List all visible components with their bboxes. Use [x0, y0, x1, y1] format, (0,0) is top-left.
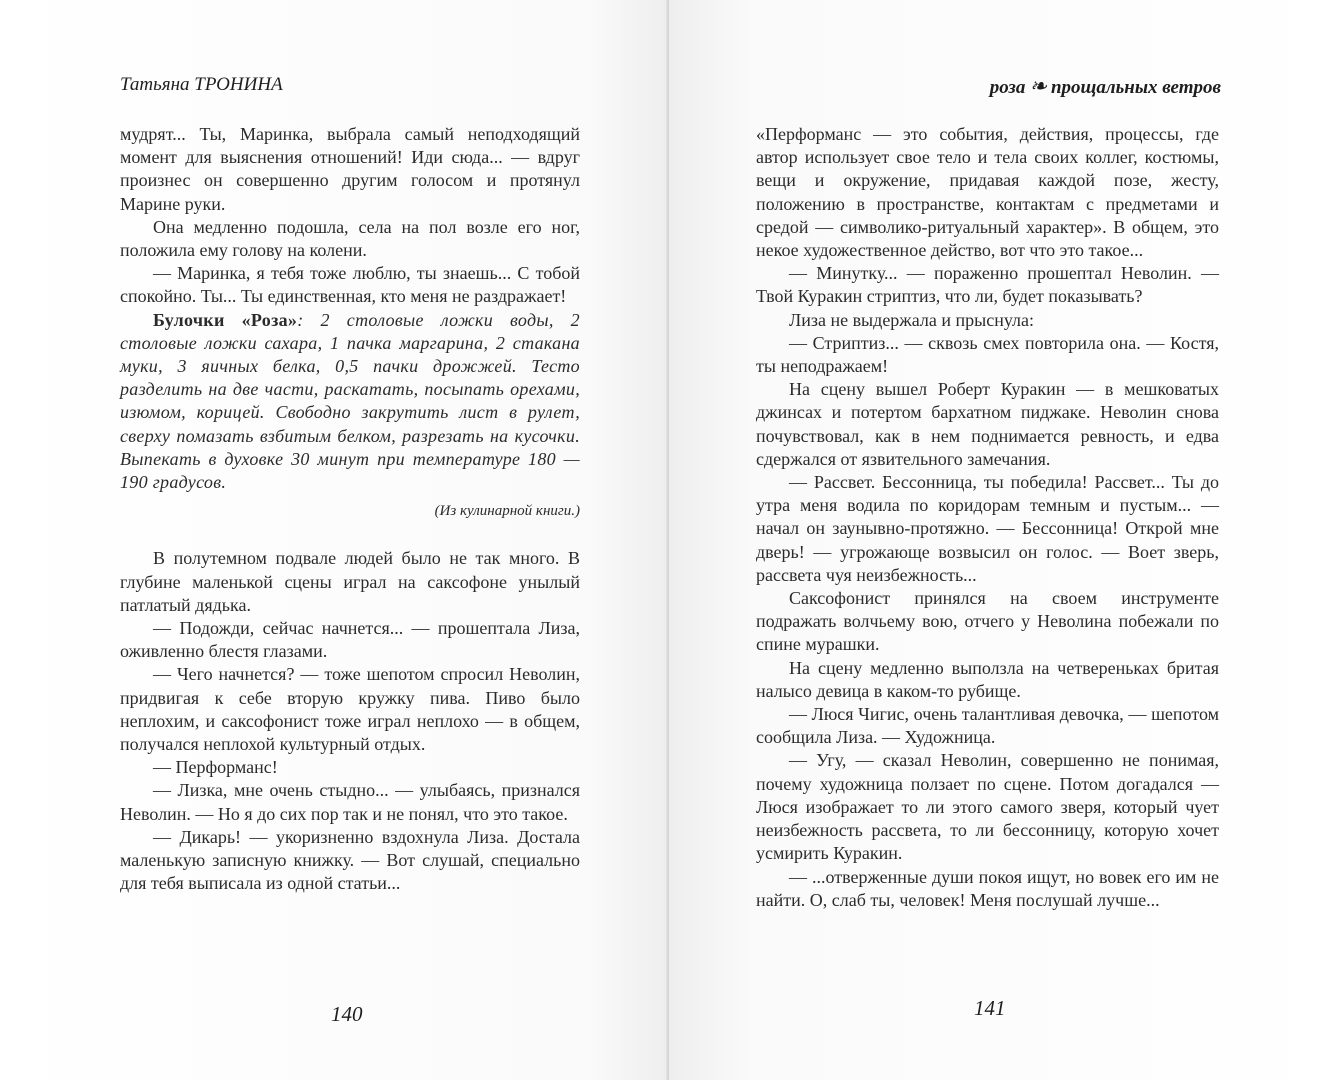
- paragraph: — Люся Чигис, очень талантливая девочка, — шепотом сообщила Лиза. — Художница.: [756, 704, 1219, 748]
- running-head-title: [990, 74, 1221, 99]
- running-head-title-part2: прощальных ветров: [1050, 77, 1221, 98]
- paragraph: Саксофонист принялся на своем инструменте подражать волчьему вою, отчего у Неволина побежали по спине мурашки.: [756, 588, 1219, 655]
- rose-ornament-icon: ❧: [1029, 74, 1047, 98]
- recipe-block: [120, 309, 580, 495]
- recipe-source: (Из кулинарной книги.): [434, 503, 580, 520]
- paragraph: — Чего начнется? — тоже шепотом спросил Неволин, придвигая к себе вторую кружку пива. Пиво было неплохим, и саксофонист тоже играл неплохо — в общем, получался неплохой культурный отдых.: [120, 664, 580, 755]
- page-number-left: 140: [331, 1002, 363, 1026]
- paragraph: — Лизка, мне очень стыдно... — улыбаясь, признался Неволин. — Но я до сих пор так и не понял, что это такое.: [120, 780, 580, 824]
- paragraph: — Дикарь! — укоризненно вздохнула Лиза. Достала маленькую записную книжку. — Вот слушай, специально для тебя выписала из одной статьи...: [120, 826, 580, 894]
- left-page-text: [120, 123, 580, 896]
- paragraph: — Угу, — сказал Неволин, совершенно не понимая, почему художница ползает по сцене. Потом догадался — Люся изображает то ли этого самого зверя, который чует неизбежность рассвета, то ли бессонницу, которую хочет усмирить Куракин.: [756, 750, 1219, 864]
- paragraph: В полутемном подвале людей было не так много. В глубине маленькой сцены играл на саксофоне унылый патлатый дядька.: [120, 548, 580, 615]
- running-head-author: Татьяна ТРОНИНА: [120, 74, 283, 95]
- right-page-text: [756, 123, 1219, 912]
- left-page: [0, 0, 669, 1080]
- paragraph: мудрят... Ты, Маринка, выбрала самый неподходящий момент для выяснения отношений! Иди сюда... — вдруг произнес он совершенно другим голосом и протянул Марине руки.: [120, 124, 580, 214]
- page-number-right: 141: [974, 996, 1006, 1020]
- paragraph: — ...отверженные души покоя ищут, но вовек его им не найти. О, слаб ты, человек! Меня послушай лучше...: [756, 866, 1219, 910]
- right-page: [669, 0, 1339, 1080]
- paragraph: — Стриптиз... — сквозь смех повторила она. — Костя, ты неподражаем!: [756, 332, 1219, 377]
- paragraph: Лиза не выдержала и прыснула:: [789, 309, 1035, 330]
- paragraph: — Минутку... — пораженно прошептал Неволин. — Твой Куракин стриптиз, что ли, будет показывать?: [756, 263, 1219, 307]
- running-head-title-part1: роза: [989, 77, 1026, 98]
- paragraph: — Подожди, сейчас начнется... — прошептала Лиза, оживленно блестя глазами.: [120, 618, 580, 662]
- paragraph: — Маринка, я тебя тоже люблю, ты знаешь... С тобой спокойно. Ты... Ты единственная, кто меня не раздражает!: [120, 263, 580, 307]
- paragraph: Она медленно подошла, села на пол возле его ног, положила ему голову на колени.: [120, 216, 580, 261]
- recipe-title: Булочки «Роза»: [153, 309, 298, 330]
- paragraph: На сцену медленно выползла на четвереньках бритая налысо девица в каком-то рубище.: [756, 657, 1219, 701]
- paragraph: На сцену вышел Роберт Куракин — в мешковатых джинсах и потертом бархатном пиджаке. Неволин снова почувствовал, как в нем поднимается ревность, и едва сдержался от язвительного замечания.: [756, 379, 1219, 469]
- paragraph: — Перформанс!: [153, 757, 278, 778]
- paragraph: «Перформанс — это события, действия, процессы, где автор использует свое тело и тела своих коллег, костюмы, вещи и окружение, придавая каждой позе, жесту, положению в пространстве, контактам с предметами и средой — символико-ритуальный характер». В общем, это некое художественное действо, вот что это такое...: [756, 124, 1219, 261]
- recipe-text: : 2 столовые ложки воды, 2 столовые ложки сахара, 1 пачка маргарина, 2 стакана муки, 3 яичных белка, 0,5 пачки дрожжей. Тесто разделить на две части, раскатать, посыпать орехами, изюмом, корицей. Свободно закрутить лист в рулет, сверху помазать взбитым белком, разрезать на кусочки. Выпекать в духовке 30 минут при температуре 180 — 190 градусов.: [120, 309, 580, 493]
- paragraph: — Рассвет. Бессонница, ты победила! Рассвет... Ты до утра меня водила по коридорам темным и пустым... — начал он заунывно-протяжно. — Бессонница! Открой мне дверь! — угрожающе возвысил он голос. — Воет зверь, рассвета чуя неизбежность...: [756, 472, 1219, 585]
